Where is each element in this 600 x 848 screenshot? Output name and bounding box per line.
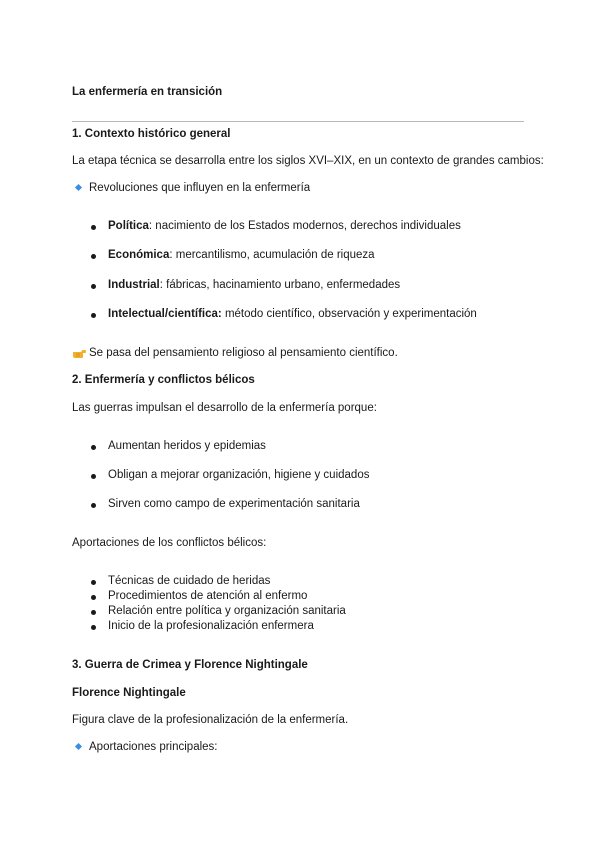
bullet-dot [91,580,96,585]
bullet-dot [91,474,96,479]
item-text: método científico, observación y experimentación [221,308,477,320]
list-item: Técnicas de cuidado de heridas [108,575,271,587]
list-item: Inicio de la profesionalización enfermera [108,620,314,632]
section3-intro: Figura clave de la profesionalización de la enfermería. [72,714,349,726]
list-item [108,249,375,261]
section1-sub-bullet-text: Revoluciones que influyen en la enfermería [89,182,311,194]
section3-subheading: Florence Nightingale [72,687,186,699]
section2-intro: Las guerras impulsan el desarrollo de la enfermería porque: [72,402,377,414]
bullet-dot [91,595,96,600]
section1-sub-bullet [72,182,310,194]
section3-sub-bullet-text: Aportaciones principales: [89,741,218,753]
section3-heading: 3. Guerra de Crimea y Florence Nightingale [72,659,308,671]
item-label: Económica [108,249,170,261]
bullet-dot [91,313,96,318]
document-title: La enfermería en transición [72,86,223,98]
item-text: : mercantilismo, acumulación de riqueza [169,249,375,261]
item-label: Intelectual/científica: [108,308,222,320]
note-text: Se pasa del pensamiento religioso al pensamiento científico. [89,347,398,359]
diamond-icon [75,184,82,191]
list-item: Relación entre política y organización sanitaria [108,605,346,617]
horizontal-rule [72,121,524,122]
section2-contrib-intro: Aportaciones de los conflictos bélicos: [72,537,267,549]
item-text: : fábricas, hacinamiento urbano, enfermedades [159,279,401,291]
list-item [108,308,477,320]
bullet-dot [91,445,96,450]
item-label: Industrial [108,279,160,291]
list-item: Procedimientos de atención al enfermo [108,590,308,602]
section3-sub-bullet [72,741,218,753]
section2-heading: 2. Enfermería y conflictos bélicos [72,374,255,386]
list-item: Aumentan heridos y epidemias [108,440,266,452]
section1-note [72,347,398,359]
bullet-dot [91,503,96,508]
list-item: Sirven como campo de experimentación sanitaria [108,498,360,510]
pointing-hand-icon [72,347,86,358]
bullet-dot [91,225,96,230]
bullet-dot [91,610,96,615]
list-item [108,279,400,291]
section1-intro: La etapa técnica se desarrolla entre los siglos XVI–XIX, en un contexto de grandes cambios: [72,155,544,167]
list-item [108,220,461,232]
item-text: : nacimiento de los Estados modernos, derechos individuales [148,220,461,232]
bullet-dot [91,625,96,630]
diamond-icon [75,743,82,750]
list-item: Obligan a mejorar organización, higiene y cuidados [108,469,370,481]
bullet-dot [91,284,96,289]
item-label: Política [108,220,149,232]
bullet-dot [91,254,96,259]
section1-heading: 1. Contexto histórico general [72,128,231,140]
